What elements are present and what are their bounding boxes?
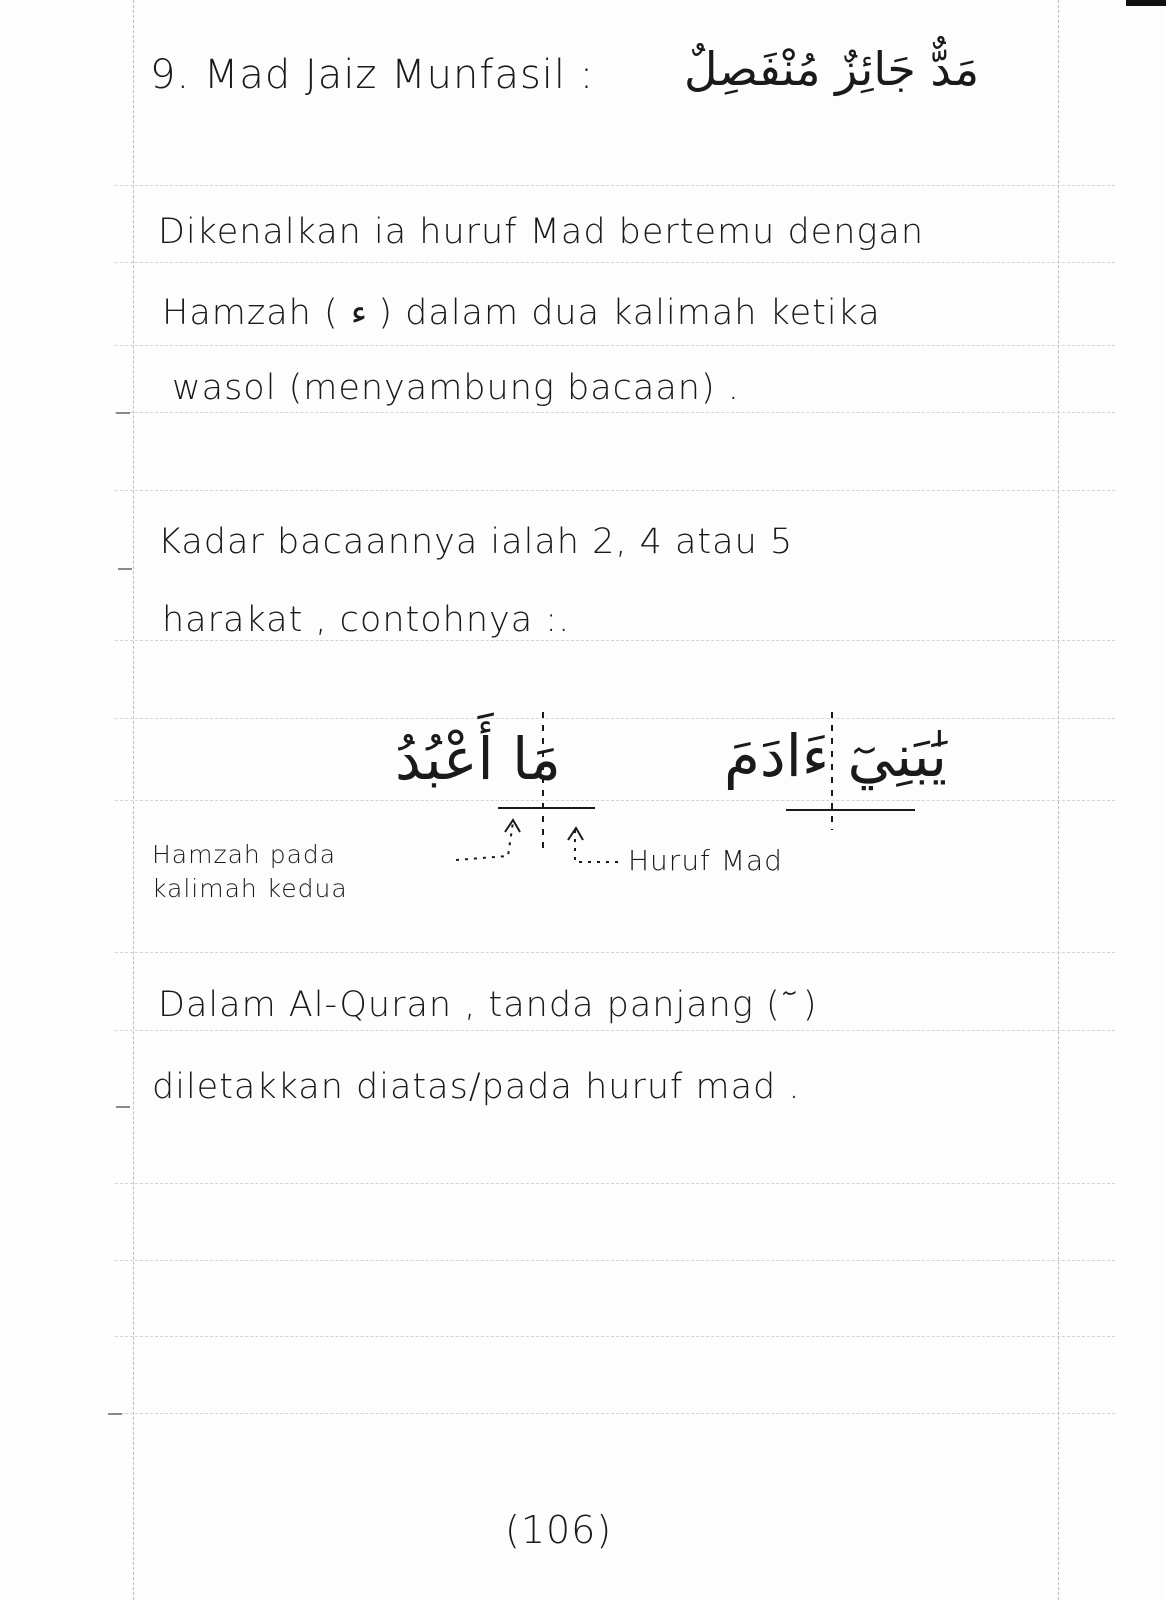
- length-line-1: Kadar bacaannya ialah 2, 4 atau 5: [158, 522, 794, 562]
- definition-line-1: Dikenalkan ia huruf Mad bertemu dengan: [158, 212, 925, 252]
- section-title: 9. Mad Jaiz Munfasil :: [150, 52, 595, 98]
- hamzah-annotation-label: Hamzah pada kalimah kedua: [152, 840, 348, 903]
- definition-line-2: Hamzah ( ء ) dalam dua kalimah ketika: [162, 293, 881, 333]
- example-arabic-2: يَٰبَنِيٓ ءَادَمَ: [724, 722, 948, 790]
- huruf-mad-arrow: [575, 830, 624, 862]
- note-line-2: diletakkan diatas/pada huruf mad .: [152, 1067, 801, 1107]
- page-number: (106): [505, 1508, 613, 1552]
- note-line-1: Dalam Al-Quran , tanda panjang ( ٓ ): [158, 985, 818, 1025]
- hamzah-arrow: [456, 822, 513, 860]
- definition-line-3: wasol (menyambung bacaan) .: [172, 368, 740, 408]
- huruf-mad-arrow-head: [568, 828, 583, 840]
- section-title-arabic: مَدٌّ جَائِزٌ مُنْفَصِلٌ: [684, 42, 980, 96]
- example-arabic-1: مَا أَعْبُدُ: [395, 725, 561, 793]
- length-line-2: harakat , contohnya :.: [162, 600, 571, 640]
- huruf-mad-annotation-label: Huruf Mad: [628, 844, 783, 877]
